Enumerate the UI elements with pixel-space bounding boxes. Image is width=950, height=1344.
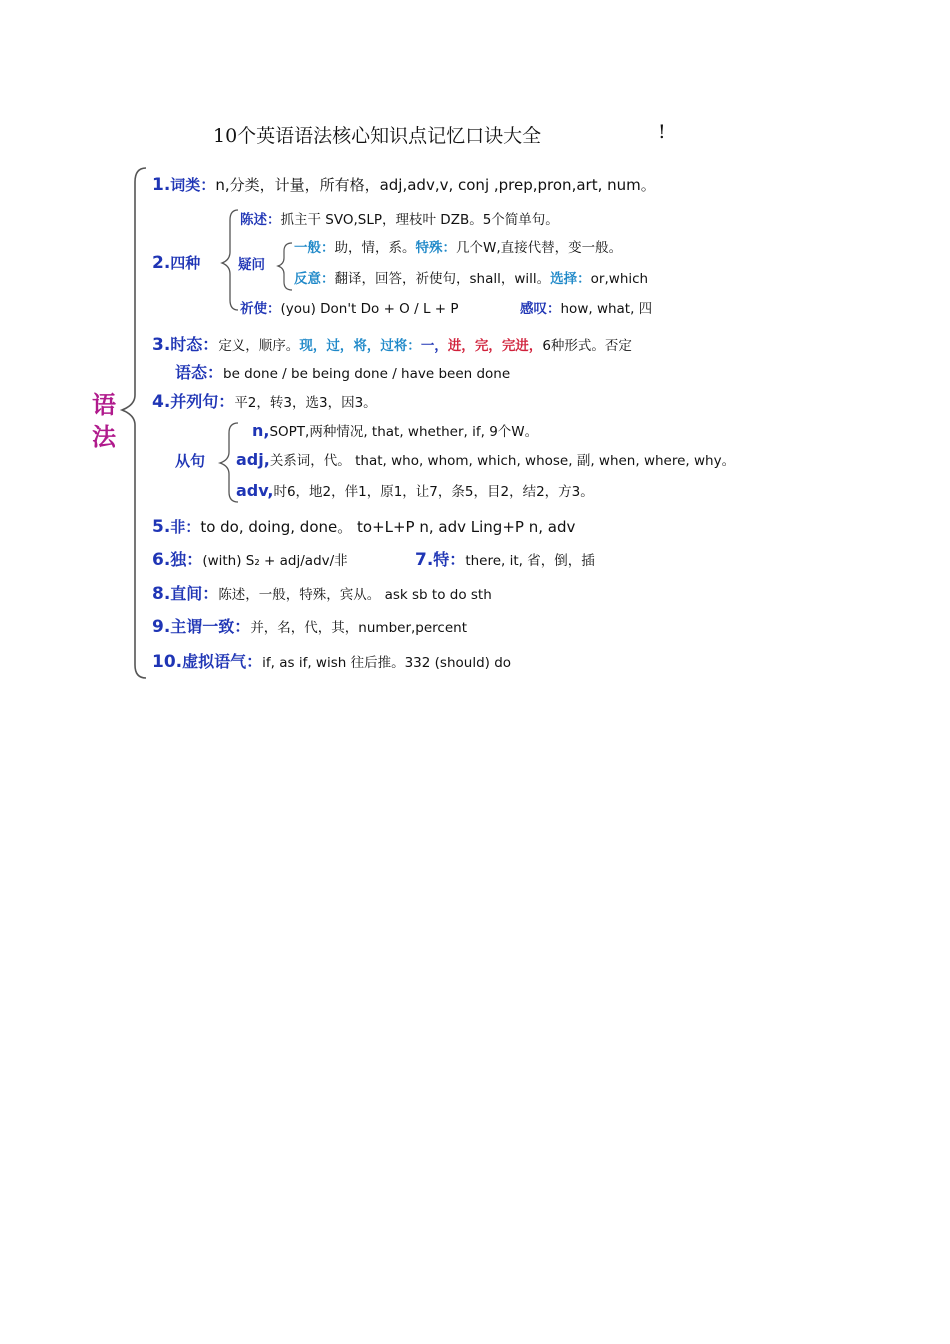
row-6-num: 6.: [152, 550, 171, 570]
row-7: [415, 550, 595, 571]
row-2b1: [294, 238, 622, 258]
row-9-num: 9.: [152, 617, 171, 637]
question-brace: [278, 243, 292, 290]
row-5-num: 5.: [152, 517, 171, 537]
row-2b1-head: 一般：: [294, 240, 335, 256]
row-5-text: to do, doing, done。 to+L+P n, adv Ling+P n, adv: [200, 518, 576, 536]
clause-n-head: n,: [252, 421, 270, 440]
row-2a-head: 陈述：: [240, 212, 281, 228]
row-6: [152, 550, 348, 571]
clause-adv: [236, 481, 594, 502]
row-6-text: (with) S₂ + adj/adv/非: [202, 553, 348, 569]
row-3-prog: 进，: [447, 338, 475, 354]
row-2c-2: [520, 299, 652, 319]
row-1-num: 1.: [152, 175, 171, 195]
row-1-head: 词类：: [170, 176, 216, 194]
row-2c: [240, 299, 459, 319]
row-2b2-head2: 选择：: [550, 271, 591, 287]
main-brace: [122, 168, 146, 678]
row-2b1-head2: 特殊：: [415, 240, 456, 256]
row-2-label: [152, 253, 200, 273]
row-8-head: 直间：: [170, 584, 219, 603]
row-2b2-text: 翻译，回答，祈使句，shall，will。: [334, 271, 551, 287]
row-3-past: 过，: [326, 338, 354, 354]
clause-n: [252, 421, 538, 442]
row-2b1-text2: 几个W,直接代替，变一般。: [456, 240, 623, 256]
row-8-text: 陈述，一般，特殊，宾从。 ask sb to do sth: [218, 587, 492, 603]
row-10-head: 虚拟语气：: [182, 652, 263, 671]
clause-adv-text: 时6，地2，伴1，原1，让7，条5，目2，结2，方3。: [273, 484, 594, 500]
row-2a-text: 抓主干 SVO,SLP，理枝叶 DZB。5个简单句。: [280, 212, 559, 228]
row-3-head: 时态：: [170, 335, 219, 354]
row-2c-text2: how, what, 四: [560, 301, 653, 317]
row-10: [152, 652, 511, 673]
row-2c-text: (you) Don't Do + O / L + P: [280, 301, 459, 317]
row-3: [152, 335, 632, 356]
clause-adv-head: adv,: [236, 481, 274, 500]
row-2b2-head: 反意：: [294, 271, 335, 287]
clause-head-text: 从句: [175, 452, 206, 470]
row-2a: [240, 210, 559, 230]
row-3-pp: 完进，: [501, 338, 543, 354]
row-3-fut: 将，: [353, 338, 381, 354]
row-3-voice-text: be done / be being done / have been done: [223, 366, 511, 382]
row-2c-head2: 感叹：: [520, 301, 561, 317]
row-2b1-text: 助，情，系。: [334, 240, 416, 256]
row-3-num: 3.: [152, 335, 171, 355]
row-10-num: 10.: [152, 652, 183, 672]
page-title: 10个英语语法核心知识点记忆口诀大全: [213, 125, 542, 147]
row-9-head: 主谓一致：: [170, 617, 251, 636]
row-3-pf: 过将：: [380, 338, 421, 354]
row-1-text: n,分类，计量，所有格，adj,adv,v, conj ,prep,pron,art, num。: [215, 176, 656, 194]
row-2b2-text2: or,which: [590, 271, 649, 287]
clause-adj: [236, 450, 735, 471]
row-3-t1: 定义，顺序。: [218, 338, 300, 354]
row-6-head: 独：: [170, 550, 203, 569]
row-1: [152, 175, 656, 195]
root-label-1: 语: [92, 391, 116, 419]
row-3-voice: [175, 363, 510, 384]
row-7-text: there, it, 省，倒，插: [465, 553, 595, 569]
clause-adj-text: 关系词，代。 that, who, whom, which, whose, 副, when, where, why。: [269, 453, 736, 469]
row-3-perf: 完，: [474, 338, 502, 354]
row-4-head: 并列句：: [170, 392, 235, 411]
row-5: [152, 517, 575, 537]
row-7-num: 7.: [415, 550, 434, 570]
title-mark: !: [658, 121, 666, 143]
row-2b2: [294, 269, 648, 289]
row-2c-head: 祈使：: [240, 301, 281, 317]
row-9-text: 并，名，代，其，number,percent: [250, 620, 467, 636]
row-2-head: 四种: [170, 254, 201, 272]
type-brace: [222, 210, 238, 310]
clause-head: [175, 451, 205, 471]
row-7-head: 特：: [433, 550, 466, 569]
row-4-num: 4.: [152, 392, 171, 412]
row-3-now: 现，: [299, 338, 327, 354]
row-3-y: 一，: [420, 338, 448, 354]
row-4: [152, 392, 377, 413]
row-3-voice-head: 语态：: [175, 363, 224, 382]
row-8: [152, 584, 492, 605]
row-3-rest: 6种形式。否定: [542, 338, 632, 354]
root-label-2: 法: [92, 423, 116, 451]
row-5-head: 非：: [170, 518, 201, 536]
clause-adj-head: adj,: [236, 450, 270, 469]
clause-n-text: SOPT,两种情况, that, whether, if, 9个W。: [269, 424, 539, 440]
row-4-text: 平2，转3，选3，因3。: [234, 395, 377, 411]
row-8-num: 8.: [152, 584, 171, 604]
row-9: [152, 617, 467, 638]
row-2-num: 2.: [152, 253, 171, 273]
row-2b-head-text: 疑问: [238, 257, 265, 273]
row-10-text: if, as if, wish 往后推。332 (should) do: [262, 655, 512, 671]
row-2b-head: [238, 255, 265, 275]
